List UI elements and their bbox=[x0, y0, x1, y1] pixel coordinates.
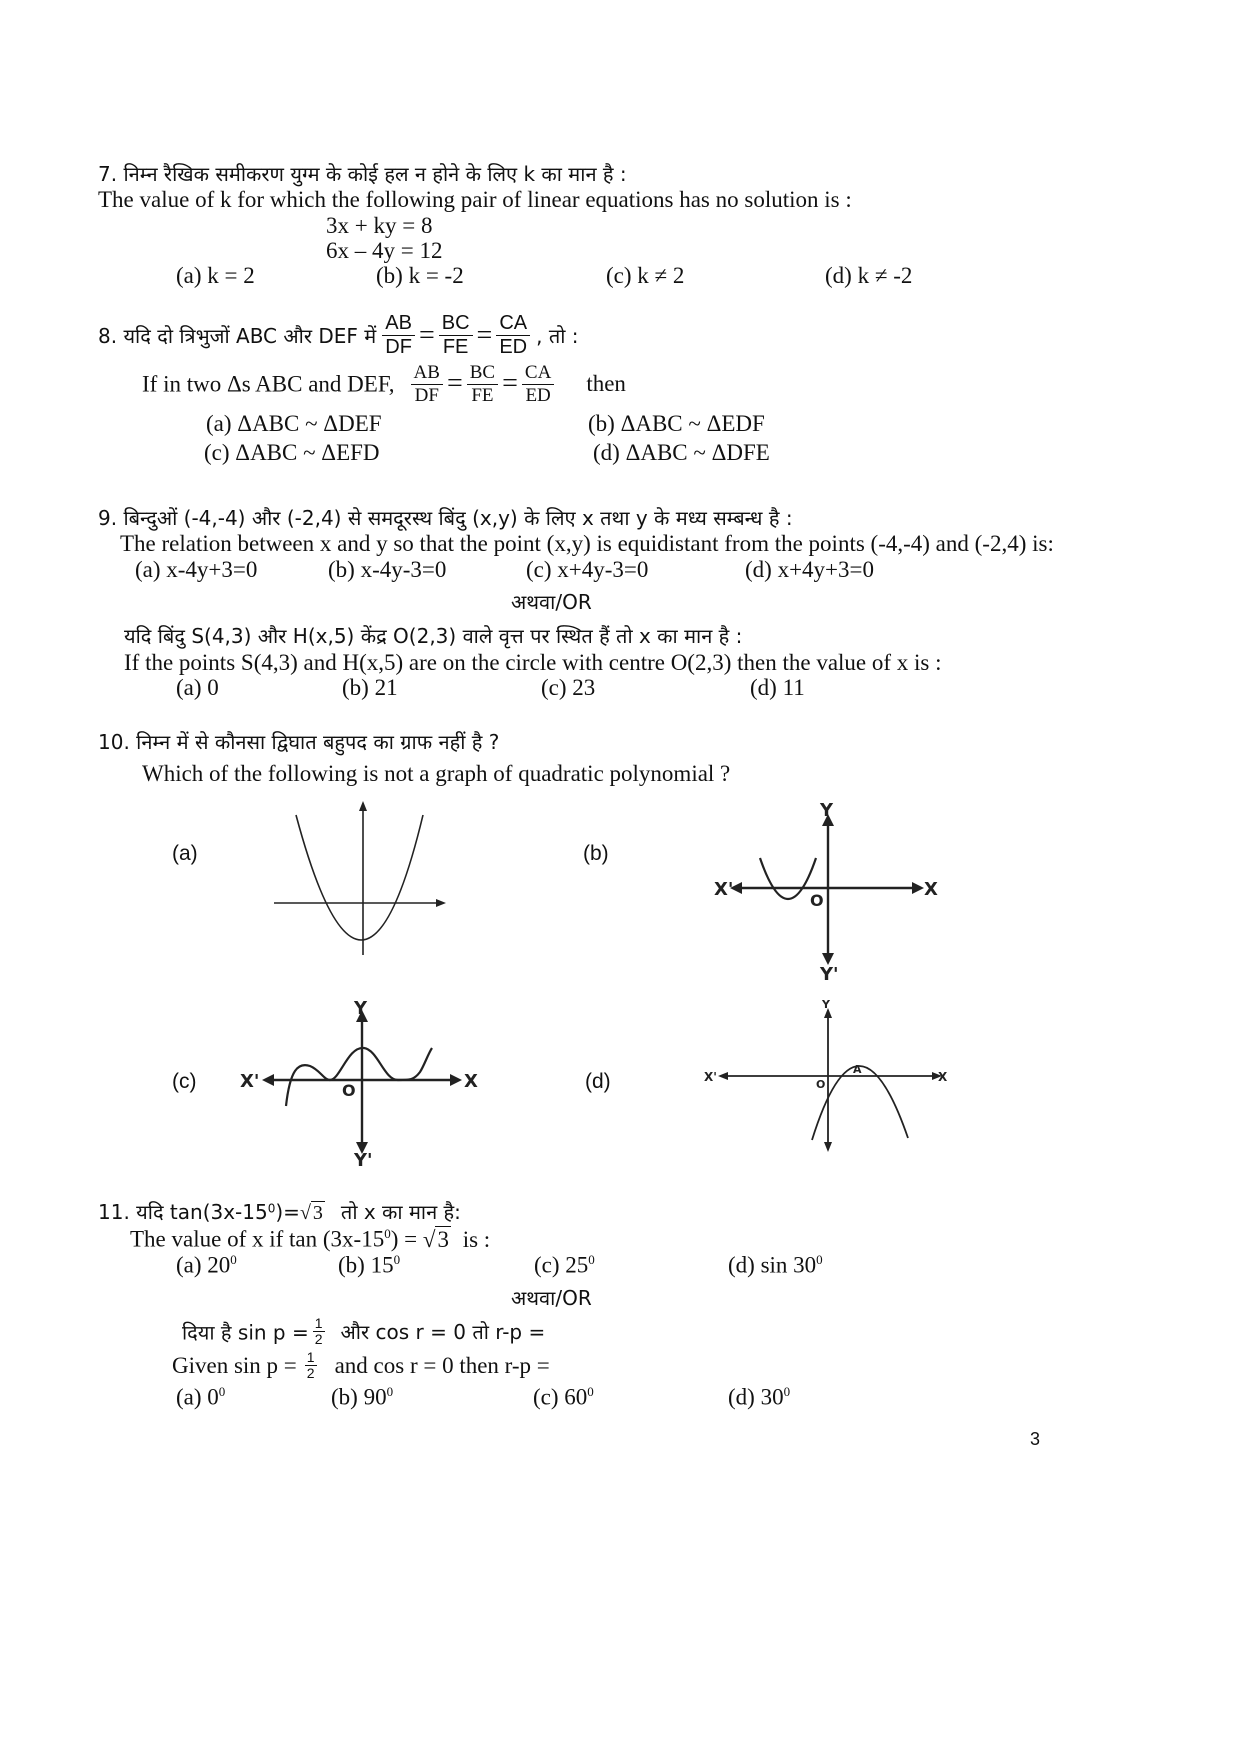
fraction-numerator: CA bbox=[496, 312, 530, 336]
q11-hindi-suffix: तो x का मान है: bbox=[340, 1200, 461, 1224]
parabola-curve bbox=[760, 858, 816, 899]
degree-superscript: 0 bbox=[783, 1384, 791, 1399]
q11-alt-option-c bbox=[533, 1384, 594, 1411]
sqrt-three: √ 3 bbox=[299, 1202, 323, 1224]
q9-option-a: (a) x-4y+3=0 bbox=[135, 557, 258, 582]
axis-label-origin: O bbox=[342, 1081, 356, 1100]
axis-label-x-neg: X' bbox=[714, 879, 734, 900]
q11-english-prefix: The value of x if tan (3x-15 bbox=[130, 1226, 385, 1252]
x-axis-arrow-right-icon bbox=[912, 882, 924, 894]
x-axis-arrow-right-icon bbox=[450, 1074, 462, 1086]
axis-label-x-neg: X' bbox=[704, 1070, 717, 1084]
q11-option-c bbox=[534, 1252, 595, 1279]
q7-hindi: 7. निम्न रैखिक समीकरण युग्म के कोई हल न होने के लिए k का मान है : bbox=[98, 162, 627, 186]
q9-alt-option-b: (b) 21 bbox=[342, 675, 398, 700]
q11-option-a bbox=[176, 1252, 237, 1279]
fraction-ab-df bbox=[411, 362, 443, 407]
fraction-numerator: BC bbox=[439, 312, 473, 336]
axis-label-y-neg: Y' bbox=[354, 1150, 373, 1171]
q8-english-line bbox=[142, 362, 626, 407]
sqrt-radicand: 3 bbox=[437, 1226, 449, 1252]
option-text: (c) 25 bbox=[534, 1252, 589, 1278]
graph-b-parabola bbox=[710, 800, 950, 985]
q8-hindi-suffix: , तो : bbox=[536, 324, 579, 348]
q8-option-b: (b) ΔABC ~ ΔEDF bbox=[588, 411, 765, 436]
axis-label-x: X bbox=[924, 879, 938, 900]
q11-alt-hindi-line bbox=[182, 1316, 545, 1348]
graph-a-upward-parabola bbox=[268, 795, 453, 960]
q11-hindi-prefix: 11. यदि tan(3x-15 bbox=[98, 1200, 268, 1224]
axis-label-y: Y bbox=[820, 800, 834, 821]
q11-alt-option-b bbox=[331, 1384, 393, 1411]
graph-label-c: (c) bbox=[172, 1070, 197, 1093]
fraction-denominator: ED bbox=[525, 384, 551, 406]
page-number: 3 bbox=[1030, 1429, 1041, 1449]
fraction-bc-fe bbox=[439, 312, 473, 359]
axis-label-x-neg: X' bbox=[240, 1071, 260, 1092]
option-text: (a) 20 bbox=[176, 1252, 231, 1278]
fraction-numerator: AB bbox=[411, 362, 443, 385]
fraction-numerator: 1 bbox=[314, 1315, 323, 1331]
q11-option-b bbox=[338, 1252, 400, 1279]
graph-label-a: (a) bbox=[172, 842, 198, 865]
degree-superscript: 0 bbox=[218, 1384, 226, 1399]
degree-superscript: 0 bbox=[384, 1226, 391, 1241]
fraction-denominator: ED bbox=[499, 336, 528, 358]
fraction-ab-df bbox=[382, 312, 415, 359]
q11-alt-hindi-suffix: और cos r = 0 तो r-p = bbox=[340, 1320, 546, 1345]
q7-equation-2: 6x – 4y = 12 bbox=[326, 238, 443, 263]
q11-alt-option-a bbox=[176, 1384, 225, 1411]
equals-sign: = bbox=[446, 368, 463, 400]
q11-option-d bbox=[728, 1252, 823, 1279]
q9-option-b: (b) x-4y-3=0 bbox=[328, 557, 447, 582]
fraction-bc-fe bbox=[467, 362, 498, 407]
option-text: (c) 60 bbox=[533, 1384, 588, 1410]
axis-label-y-neg: Y' bbox=[820, 964, 839, 985]
x-axis-arrow-left-icon bbox=[262, 1074, 274, 1086]
q11-alt-hindi-prefix: दिया है sin p = bbox=[182, 1320, 309, 1345]
option-text: (d) sin 30 bbox=[728, 1252, 817, 1278]
fraction-numerator: CA bbox=[522, 362, 554, 385]
q8-hindi-line bbox=[98, 312, 579, 359]
q9-option-d: (d) x+4y+3=0 bbox=[745, 557, 874, 582]
q8-option-c: (c) ΔABC ~ ΔEFD bbox=[204, 440, 380, 465]
x-axis-arrow-icon bbox=[436, 899, 446, 907]
q8-english-prefix: If in two Δs ABC and DEF, bbox=[142, 371, 395, 397]
q9-alt-option-c: (c) 23 bbox=[541, 675, 596, 700]
q9-alt-option-a: (a) 0 bbox=[176, 675, 219, 700]
q9-english: The relation between x and y so that the point (x,y) is equidistant from the points (-4,-4) and (-2,4) is: bbox=[120, 531, 1054, 556]
axis-label-y: Y bbox=[354, 998, 368, 1019]
graph-d-downward-parabola bbox=[700, 998, 950, 1163]
equals-sign: = bbox=[476, 319, 493, 351]
axis-label-origin: O bbox=[810, 891, 824, 910]
option-text: (a) 0 bbox=[176, 1384, 219, 1410]
option-text: (b) 90 bbox=[331, 1384, 387, 1410]
q11-hindi-mid: )= bbox=[275, 1200, 300, 1224]
q9-option-c: (c) x+4y-3=0 bbox=[526, 557, 649, 582]
q9-hindi: 9. बिन्दुओं (-4,-4) और (-2,4) से समदूरस्थ बिंदु (x,y) के लिए x तथा y के मध्य सम्बन्ध है : bbox=[98, 506, 793, 530]
option-text: (b) 15 bbox=[338, 1252, 394, 1278]
graph-label-b: (b) bbox=[583, 842, 609, 865]
q9-alt-option-d: (d) 11 bbox=[750, 675, 805, 700]
axis-label-x: X bbox=[464, 1071, 478, 1092]
fraction-denominator: FE bbox=[442, 336, 469, 358]
q7-english: The value of k for which the following pair of linear equations has no solution is : bbox=[98, 187, 852, 212]
q11-alt-english-suffix: and cos r = 0 then r-p = bbox=[334, 1352, 550, 1378]
x-axis-arrow-left-icon bbox=[718, 1072, 728, 1080]
fraction-denominator: 2 bbox=[314, 1331, 323, 1348]
q11-hindi-line bbox=[98, 1198, 461, 1225]
degree-superscript: 0 bbox=[393, 1252, 401, 1267]
sqrt-radicand: 3 bbox=[312, 1202, 323, 1224]
wavy-curve bbox=[286, 1048, 432, 1106]
q11-english-line bbox=[130, 1226, 490, 1253]
fraction-numerator: BC bbox=[467, 362, 498, 385]
q11-or-separator: अथवा/OR bbox=[511, 1286, 592, 1310]
parabola-curve bbox=[296, 815, 423, 940]
degree-superscript: 0 bbox=[230, 1252, 237, 1267]
axis-label-origin: O bbox=[816, 1078, 826, 1091]
option-text: (d) 30 bbox=[728, 1384, 784, 1410]
q7-option-a: (a) k = 2 bbox=[176, 263, 255, 288]
degree-superscript: 0 bbox=[386, 1384, 394, 1399]
degree-superscript: 0 bbox=[267, 1201, 276, 1216]
q11-alt-english-prefix: Given sin p = bbox=[172, 1352, 297, 1378]
fraction-denominator: DF bbox=[414, 384, 439, 406]
sqrt-three: √3 bbox=[422, 1226, 449, 1252]
axis-label-y: Y bbox=[822, 998, 830, 1011]
equals-sign: = bbox=[502, 368, 518, 400]
fraction-one-half bbox=[305, 1350, 317, 1382]
q8-option-d: (d) ΔABC ~ ΔDFE bbox=[593, 440, 770, 465]
q8-english-suffix: then bbox=[586, 371, 626, 397]
y-axis-arrow-down-icon bbox=[824, 1142, 832, 1152]
q7-option-b: (b) k = -2 bbox=[376, 263, 464, 288]
q7-option-c: (c) k ≠ 2 bbox=[606, 263, 685, 288]
q8-hindi-prefix: 8. यदि दो त्रिभुजों ABC और DEF में bbox=[98, 324, 377, 348]
graph-label-d: (d) bbox=[585, 1070, 611, 1093]
q7-option-d: (d) k ≠ -2 bbox=[825, 263, 913, 288]
graph-c-wavy-curve bbox=[238, 998, 488, 1171]
fraction-numerator: 1 bbox=[306, 1349, 315, 1365]
fraction-ca-ed bbox=[496, 312, 530, 359]
fraction-denominator: FE bbox=[471, 384, 494, 406]
degree-superscript: 0 bbox=[587, 1384, 594, 1399]
q11-english-suffix: is : bbox=[462, 1226, 491, 1252]
q11-alt-option-d bbox=[728, 1384, 790, 1411]
degree-superscript: 0 bbox=[588, 1252, 595, 1267]
y-axis-arrow-icon bbox=[359, 801, 367, 811]
degree-superscript: 0 bbox=[816, 1252, 823, 1267]
fraction-denominator: DF bbox=[385, 336, 412, 358]
fraction-one-half bbox=[313, 1316, 325, 1348]
q9-alt-english: If the points S(4,3) and H(x,5) are on the circle with centre O(2,3) then the value of x is : bbox=[124, 650, 942, 675]
q7-equation-1: 3x + ky = 8 bbox=[326, 213, 433, 238]
q10-hindi: 10. निम्न में से कौनसा द्विघात बहुपद का ग्राफ नहीं है ? bbox=[98, 730, 500, 754]
equals-sign: = bbox=[418, 319, 435, 351]
fraction-numerator: AB bbox=[382, 312, 415, 336]
parabola-curve bbox=[812, 1066, 908, 1140]
q10-english: Which of the following is not a graph of quadratic polynomial ? bbox=[142, 761, 731, 786]
axis-label-x: X bbox=[938, 1070, 948, 1084]
q8-option-a: (a) ΔABC ~ ΔDEF bbox=[206, 411, 382, 436]
fraction-ca-ed bbox=[522, 362, 554, 407]
q11-english-mid: ) = bbox=[390, 1226, 418, 1252]
q9-or-separator: अथवा/OR bbox=[511, 590, 592, 614]
q11-alt-english-line bbox=[172, 1350, 550, 1382]
fraction-denominator: 2 bbox=[306, 1365, 315, 1382]
q9-alt-hindi: यदि बिंदु S(4,3) और H(x,5) केंद्र O(2,3) वाले वृत्त पर स्थित हैं तो x का मान है : bbox=[124, 624, 743, 648]
point-label-a: A bbox=[853, 1063, 862, 1076]
